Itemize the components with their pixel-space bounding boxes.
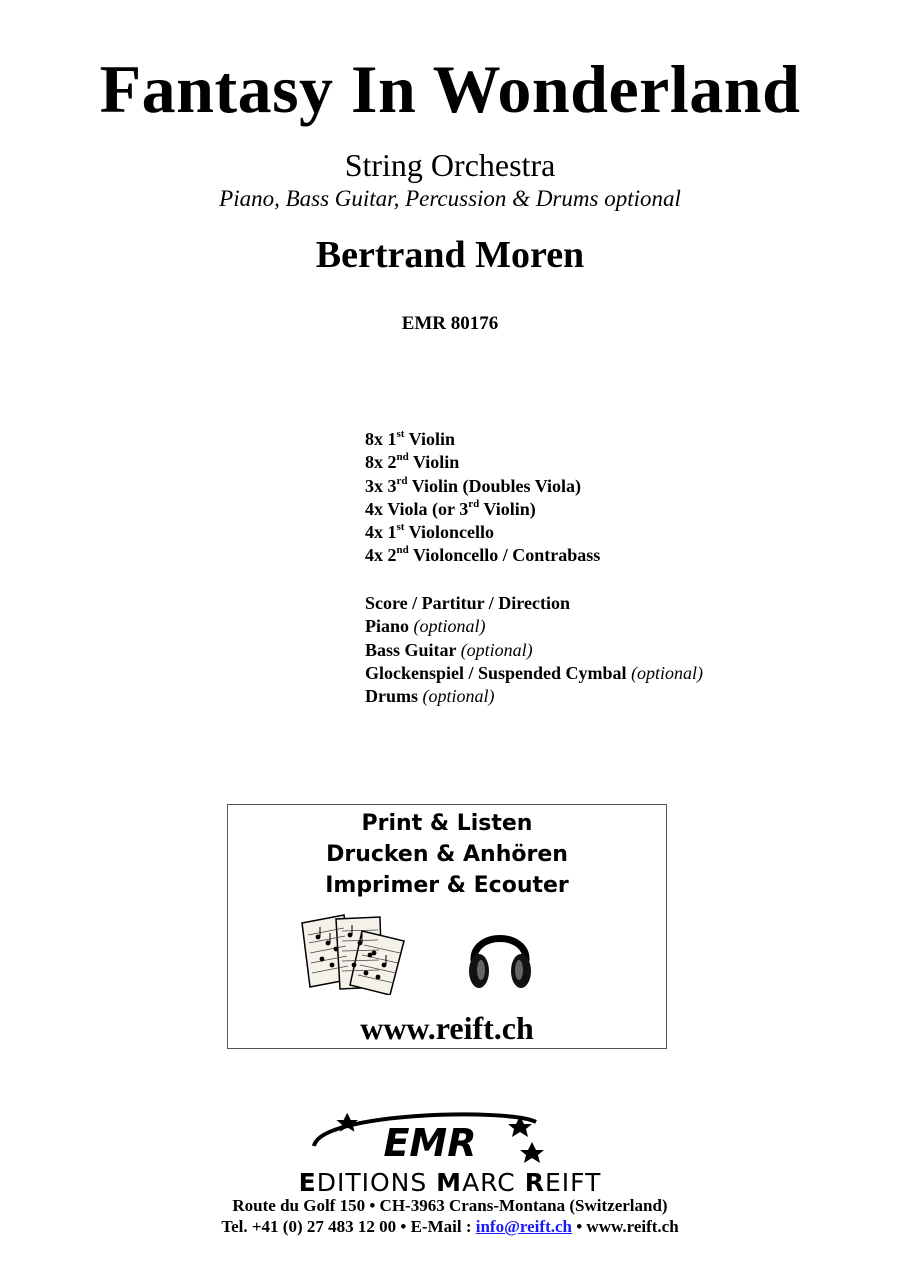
list-item: 4x 2nd Violoncello / Contrabass [365, 544, 601, 566]
promo-url[interactable]: www.reift.ch [360, 1010, 534, 1046]
promo-line-2: Drucken & Anhören [326, 842, 568, 867]
sheet-music-icon [300, 913, 412, 995]
list-item: 8x 2nd Violin [365, 451, 460, 473]
composer: Bertrand Moren [315, 234, 585, 276]
catalog-number: EMR 80176 [401, 313, 499, 334]
print-listen-box [227, 804, 667, 1049]
emr-logo [310, 1108, 550, 1166]
list-item: 4x 1st Violoncello [365, 521, 494, 543]
svg-text:EMR: EMR [383, 1121, 477, 1165]
subtitle: String Orchestra [344, 147, 556, 183]
publisher-contact: Tel. +41 (0) 27 483 12 00 • E-Mail : info@reift.ch • www.reift.ch [221, 1217, 679, 1236]
list-item: Drums (optional) [365, 686, 495, 707]
optional-instruments: Piano, Bass Guitar, Percussion & Drums optional [219, 186, 681, 211]
list-item: 8x 1st Violin [365, 428, 455, 449]
list-item: Bass Guitar (optional) [365, 639, 533, 660]
title: Fantasy In Wonderland [99, 51, 801, 127]
string-instrumentation-list [365, 428, 600, 568]
promo-line-1: Print & Listen [361, 811, 533, 836]
promo-line-3: Imprimer & Ecouter [325, 873, 569, 898]
headphones-icon [466, 917, 534, 993]
list-item: Piano (optional) [365, 616, 486, 637]
publisher-name: EDITIONS MARC REIFT [298, 1168, 602, 1197]
publisher-address: Route du Golf 150 • CH-3963 Crans-Montana (Switzerland) [232, 1196, 668, 1215]
email-link[interactable]: info@reift.ch [475, 1217, 572, 1236]
list-item: 4x Viola (or 3rd Violin) [365, 497, 536, 519]
parts-list [365, 592, 703, 708]
list-item: Score / Partitur / Direction [365, 593, 570, 613]
list-item: Glockenspiel / Suspended Cymbal (optional) [365, 662, 704, 683]
list-item: 3x 3rd Violin (Doubles Viola) [365, 474, 582, 496]
